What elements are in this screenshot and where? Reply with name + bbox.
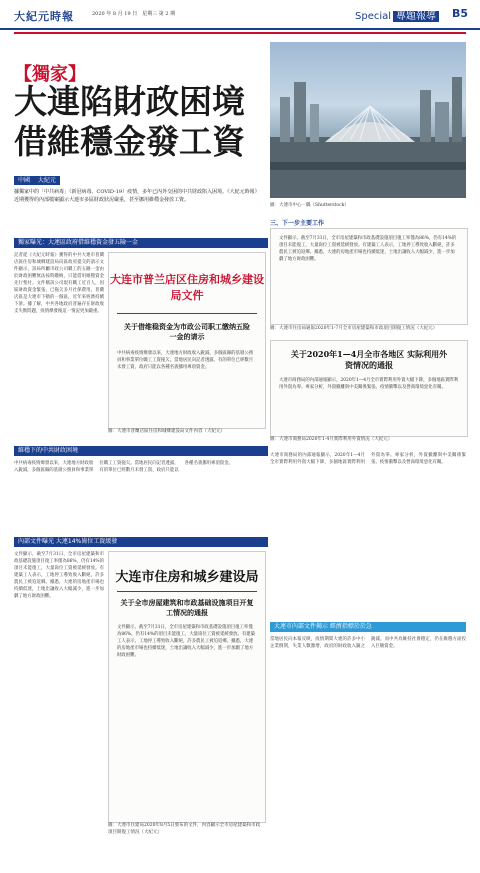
document-1-title: 大连市普兰店区住房和城乡建设局文件: [110, 273, 264, 302]
newspaper-logo: 大紀元時報: [14, 10, 74, 23]
document-1: [108, 252, 266, 429]
document-1-text: 中共病毒疫情爆發以來，大連地方財政收入銳減，多個區縣的基層公務員和事業單位職工工資拖欠。當地居民向記者透露，有的單位已經數月未發工資，政府只能以各種名義挪用專項資金。: [117, 351, 254, 370]
document-3-caption: 圖：大連市住房局通報2020年1-7月全市房屋建築和市政項目開復工情況（大紀元）: [270, 326, 438, 331]
section-3-body: 文件顯示，截至7月31日，全市房屋建築和市政基礎設施項目復工率僅為86%，仍有14%的項目未能復工，大量崗位工資被延緩發放。有建築工人表示，工地停工導致收入斷絕，許多農民工被迫返鄉。據悉，大連的房地產市場也持續低迷，土地出讓收入大幅減少，進一步加劇了地方財政困難。: [14, 552, 104, 599]
section-1-body: 記者從《大紀元時報》獲得的中共大連市普蘭店區住房和城鄉建設局向區政府提交的請示文件顯示，該局所屬市政公司職工的五險一金由於財政困難無法按時繳納，只能借用維穩資金先行墊付。文件稱該公司現有職工近百人，因區財政資金緊張，已拖欠多月社保費用。普蘭店區是大連市下轄的一個區，近年來經濟持續下滑。據了解，中共各地政府普遍存在財政收支失衡問題，疫情爆發後這一情況更加嚴重。: [14, 253, 104, 314]
document-4-caption: 圖：大連市商務局2020年1-4月實際利用外資情況（大紀元）: [270, 437, 393, 442]
exclusive-tag: 【獨家】: [14, 64, 86, 85]
right-heading: 三、下一步主要工作: [270, 220, 325, 227]
document-2-title: 大连市住房和城乡建设局: [115, 570, 259, 585]
document-2-subtitle: 关于全市房屋建筑和市政基础设施项目开复工情况的通报: [120, 598, 254, 617]
section-3-title: 內部文件曝光 大連14%崗位工資緩發: [14, 537, 268, 547]
page-number: B5: [452, 7, 469, 20]
document-2-text: 文件顯示，截至7月31日，全市房屋建築和市政基礎設施項目復工率僅為86%，仍有14%的項目未能復工，大量崗位工資被延緩發放。有建築工人表示，工地停工導致收入斷絕，許多農民工被迫返鄉。據悉，大連的房地產市場也持續低迷，土地出讓收入大幅減少，進一步加劇了地方財政困難。: [117, 625, 256, 658]
photo-caption: 圖：大連市中心一隅（Shutterstock）: [270, 203, 349, 208]
section-1-title: 獨家曝光：大連區政府借維穩資金發五險一金: [14, 238, 268, 248]
document-red-rule: [117, 591, 257, 592]
section-2-body: 中共病毒疫情爆發以來，大連地方財政收入銳減，多個區縣的基層公務員和事業單位職工工資拖欠。當地居民向記者透露，有的單位已經數月未發工資，政府只能以各種名義挪用專項資金。: [14, 461, 233, 473]
city-skyline-image: [270, 42, 466, 198]
section-4-title: 大連市內部文件揭示 經濟指標於於急: [270, 622, 466, 632]
issue-info: 2020 年 8 月 19 日 星期三 第 2 期: [92, 11, 176, 17]
headline: 大連陷財政困境借維穩金發工資: [14, 82, 245, 161]
special-tag: 專題報導: [393, 11, 439, 22]
document-4: [270, 340, 468, 437]
document-4-subtitle: 关于2020年1—4月全市各地区 实际利用外资情况的通报: [290, 349, 448, 370]
special-text: Special: [355, 11, 392, 22]
divider: [14, 32, 466, 34]
document-1-subtitle: 关于借维稳资金为市政公司职工缴纳五险一金的请示: [124, 322, 250, 341]
lead-paragraph: 據獨家中的「中共病毒」（新冠病毒、COVID-19）疫情，多年已內外交困的中共財政陷入困境。《大紀元時報》近期獲得的內部檔案顯示大連市多區財政狀況嚴重，甚至挪用維穩金發放工資。: [14, 189, 260, 203]
document-3: [270, 228, 468, 325]
source-label: [14, 175, 60, 184]
section-4-body: 當地居民向本報反映，疫情期間大連的許多中小企業倒閉，失業人數激增，政府的財政收入隨之銳減。而中共為維持社會穩定，仍在維穩方面投入巨額資金。: [270, 637, 466, 649]
document-2: [108, 551, 266, 823]
document-red-rule: [117, 313, 257, 314]
right-body-1: 大連市商務局的內部通報顯示，2020年1—4月全市實際利用外資大幅下降，多個地區實際利用外資為零。專家分析，外資撤離與中美關係緊張、疫情衝擊以及營商環境惡化有關。: [270, 453, 466, 465]
document-2-caption: 圖：大連市住建局2020年8月5日發布的文件，內容顯示全市房屋建築和市政項目開復工情況（大紀元）: [108, 823, 261, 835]
source-text: 中國 大紀元: [14, 176, 60, 185]
document-1-caption: 圖：大連市普蘭店區住房和城鄉建設局文件內容（大紀元）: [108, 429, 225, 434]
document-3-text: 文件顯示，截至7月31日，全市房屋建築和市政基礎設施項目復工率僅為86%，仍有14%的項目未能復工，大量崗位工資被延緩發放。有建築工人表示，工地停工導致收入斷絕，許多農民工被迫返鄉。據悉，大連的房地產市場也持續低迷，土地出讓收入大幅減少，進一步加劇了地方財政困難。: [279, 236, 457, 262]
document-4-text: 大連市商務局的內部通報顯示，2020年1—4月全市實際利用外資大幅下降，多個地區實際利用外資為零。專家分析，外資撤離與中美關係緊張、疫情衝擊以及營商環境惡化有關。: [279, 378, 459, 390]
special-label: [355, 7, 439, 22]
city-photo: [270, 42, 466, 198]
section-2-title: 維穩下的中共財政困境: [14, 446, 268, 456]
